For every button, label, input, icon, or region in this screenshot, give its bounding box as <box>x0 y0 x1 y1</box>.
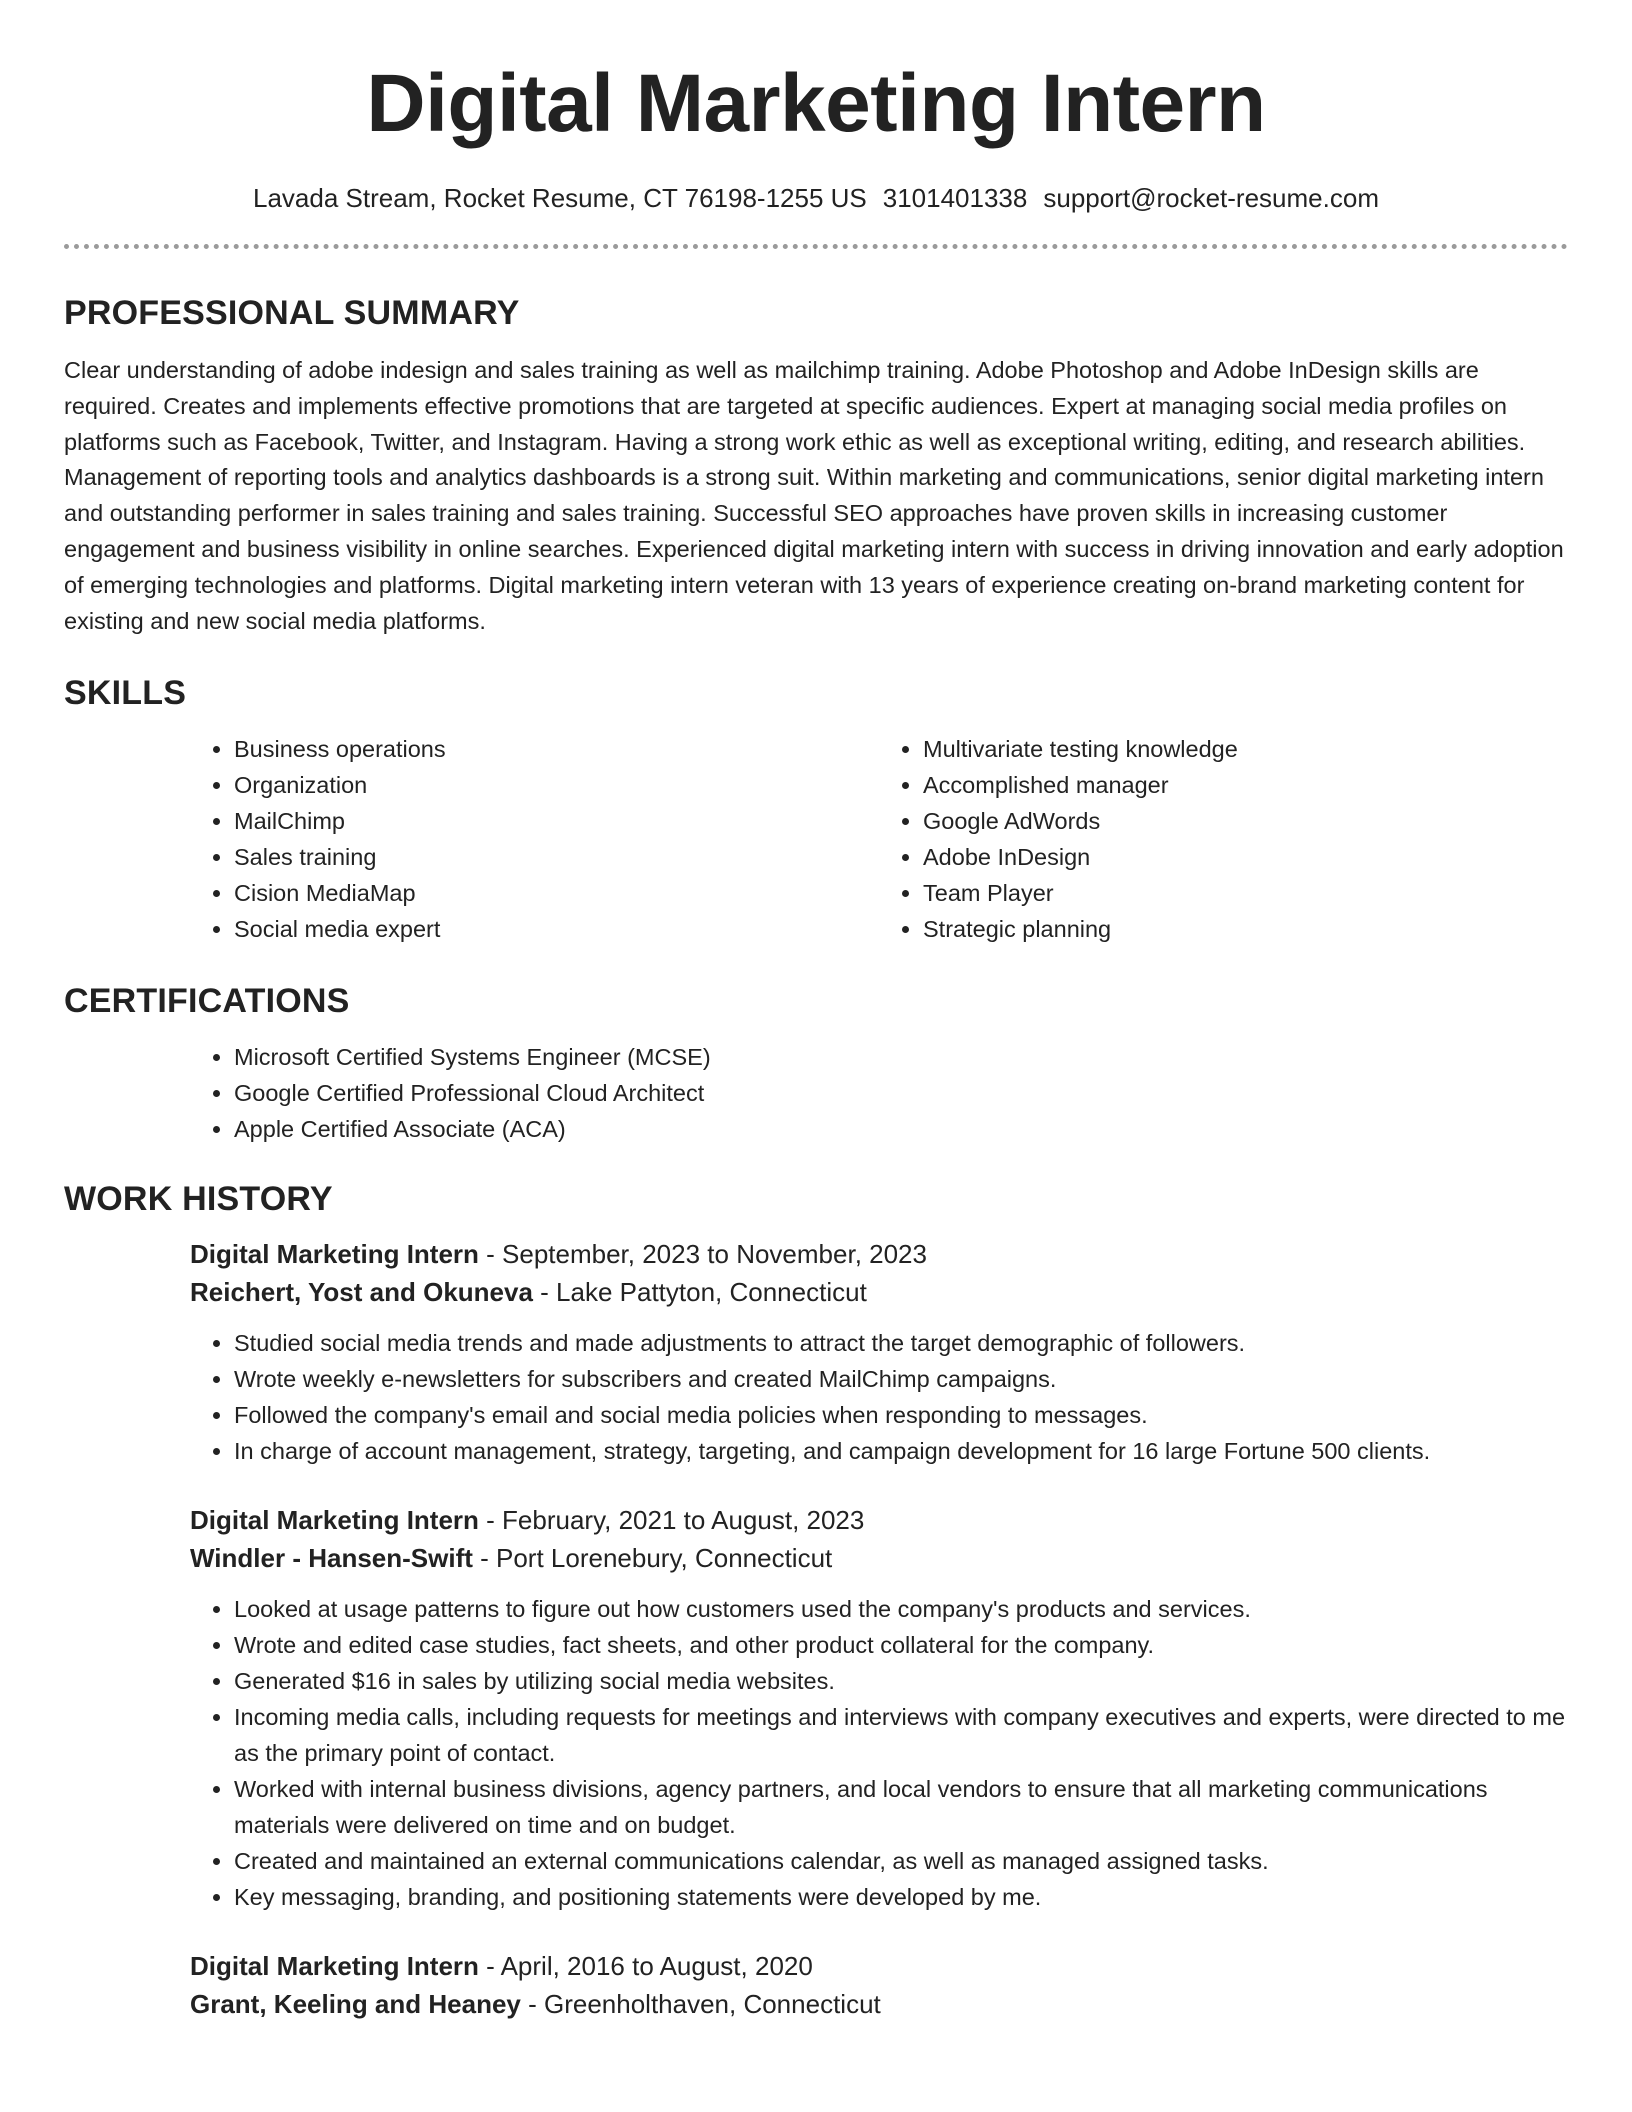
resume-name: Digital Marketing Intern <box>366 58 1266 149</box>
skill-item: • Strategic planning <box>923 911 1568 947</box>
job-company: Windler - Hansen-Swift <box>190 1543 473 1574</box>
job-role: Digital Marketing Intern <box>190 1951 479 1982</box>
job-bullet: • Wrote weekly e-newsletters for subscribers and created MailChimp campaigns. <box>234 1361 1568 1397</box>
job-entry <box>190 1947 1568 2023</box>
work-history-section <box>64 1179 1568 2023</box>
skills-section <box>64 673 1568 947</box>
job-dates: - September, 2023 to November, 2023 <box>478 1239 927 1270</box>
job-bullet: • Incoming media calls, including requests for meetings and interviews with company executives and experts, were directed to me as the primary point of contact. <box>234 1699 1568 1771</box>
summary-title: PROFESSIONAL SUMMARY <box>64 294 520 332</box>
summary-section <box>64 293 1568 639</box>
job-bullet: • Studied social media trends and made adjustments to attract the target demographic of followers. <box>234 1325 1568 1361</box>
certifications-section <box>64 981 1568 1147</box>
skill-item: • Team Player <box>923 875 1568 911</box>
skill-item: • Google AdWords <box>923 803 1568 839</box>
job-company-line <box>190 1539 1568 1577</box>
certifications-list <box>190 1039 1568 1147</box>
skills-grid <box>190 731 1568 947</box>
job-company-line <box>190 1985 1568 2023</box>
header-divider <box>64 244 1568 249</box>
job-role-line <box>190 1947 1568 1985</box>
certification-item: • Microsoft Certified Systems Engineer (MCSE) <box>234 1039 1568 1075</box>
job-bullet: • Looked at usage patterns to figure out how customers used the company's products and services. <box>234 1591 1568 1627</box>
skill-item: • MailChimp <box>234 803 879 839</box>
job-entry <box>190 1501 1568 1915</box>
job-bullet: • Created and maintained an external communications calendar, as well as managed assigned tasks. <box>234 1843 1568 1879</box>
job-role: Digital Marketing Intern <box>190 1505 479 1536</box>
skill-item: • Organization <box>234 767 879 803</box>
job-bullets <box>190 1591 1568 1915</box>
certifications-title: CERTIFICATIONS <box>64 982 350 1021</box>
skills-title: SKILLS <box>64 674 187 713</box>
skill-item: • Business operations <box>234 731 879 767</box>
job-bullets <box>190 1325 1568 1469</box>
job-bullet: • Worked with internal business divisions, agency partners, and local vendors to ensure that all marketing communications materials were delivered on time and on budget. <box>234 1771 1568 1843</box>
job-bullet: • Followed the company's email and social media policies when responding to messages. <box>234 1397 1568 1433</box>
skill-item: • Multivariate testing knowledge <box>923 731 1568 767</box>
skills-list-left <box>190 731 879 947</box>
skill-item: • Sales training <box>234 839 879 875</box>
skill-item: • Adobe InDesign <box>923 839 1568 875</box>
job-dates: - April, 2016 to August, 2020 <box>478 1951 813 1982</box>
job-entry <box>190 1235 1568 1469</box>
contact-line <box>64 182 1568 214</box>
job-bullet: • Generated $16 in sales by utilizing social media websites. <box>234 1663 1568 1699</box>
job-company: Reichert, Yost and Okuneva <box>190 1277 533 1308</box>
certification-item: • Google Certified Professional Cloud Architect <box>234 1075 1568 1111</box>
contact-phone: 3101401338 <box>882 183 1028 213</box>
contact-address: Lavada Stream, Rocket Resume, CT 76198-1255 US <box>253 183 867 213</box>
job-location: - Port Lorenebury, Connecticut <box>472 1543 833 1574</box>
job-role-line <box>190 1501 1568 1539</box>
job-location: - Greenholthaven, Connecticut <box>520 1989 881 2020</box>
skill-item: • Accomplished manager <box>923 767 1568 803</box>
job-role-line <box>190 1235 1568 1273</box>
job-role: Digital Marketing Intern <box>190 1239 479 1270</box>
contact-email: support@rocket-resume.com <box>1043 183 1379 213</box>
job-company-line <box>190 1273 1568 1311</box>
job-location: - Lake Pattyton, Connecticut <box>532 1277 867 1308</box>
job-bullet: • In charge of account management, strategy, targeting, and campaign development for 16 large Fortune 500 clients. <box>234 1433 1568 1469</box>
skills-list-right <box>879 731 1568 947</box>
job-company: Grant, Keeling and Heaney <box>190 1989 521 2020</box>
job-bullet: • Wrote and edited case studies, fact sheets, and other product collateral for the company. <box>234 1627 1568 1663</box>
certification-item: • Apple Certified Associate (ACA) <box>234 1111 1568 1147</box>
job-dates: - February, 2021 to August, 2023 <box>478 1505 865 1536</box>
skill-item: • Cision MediaMap <box>234 875 879 911</box>
job-bullet: • Key messaging, branding, and positioning statements were developed by me. <box>234 1879 1568 1915</box>
skill-item: • Social media expert <box>234 911 879 947</box>
summary-text: Clear understanding of adobe indesign and sales training as well as mailchimp training. Adobe Photoshop and Adobe InDesign skills are required. Creates and implements effective promotions that are targeted at specific audiences. Expert at managing social media profiles on platforms such as Facebook, Twitter, and Instagram. Having a strong work ethic as well as exceptional writing, editing, and research abilities. Management of reporting tools and analytics dashboards is a strong suit. Within marketing and communications, senior digital marketing intern and outstanding performer in sales training and sales training. Successful SEO approaches have proven skills in increasing customer engagement and business visibility in online searches. Experienced digital marketing intern with success in driving innovation and early adoption of emerging technologies and platforms. Digital marketing intern veteran with 13 years of experience creating on-brand marketing content for existing and new social media platforms. <box>64 357 1564 634</box>
work-history-title: WORK HISTORY <box>64 1180 333 1219</box>
